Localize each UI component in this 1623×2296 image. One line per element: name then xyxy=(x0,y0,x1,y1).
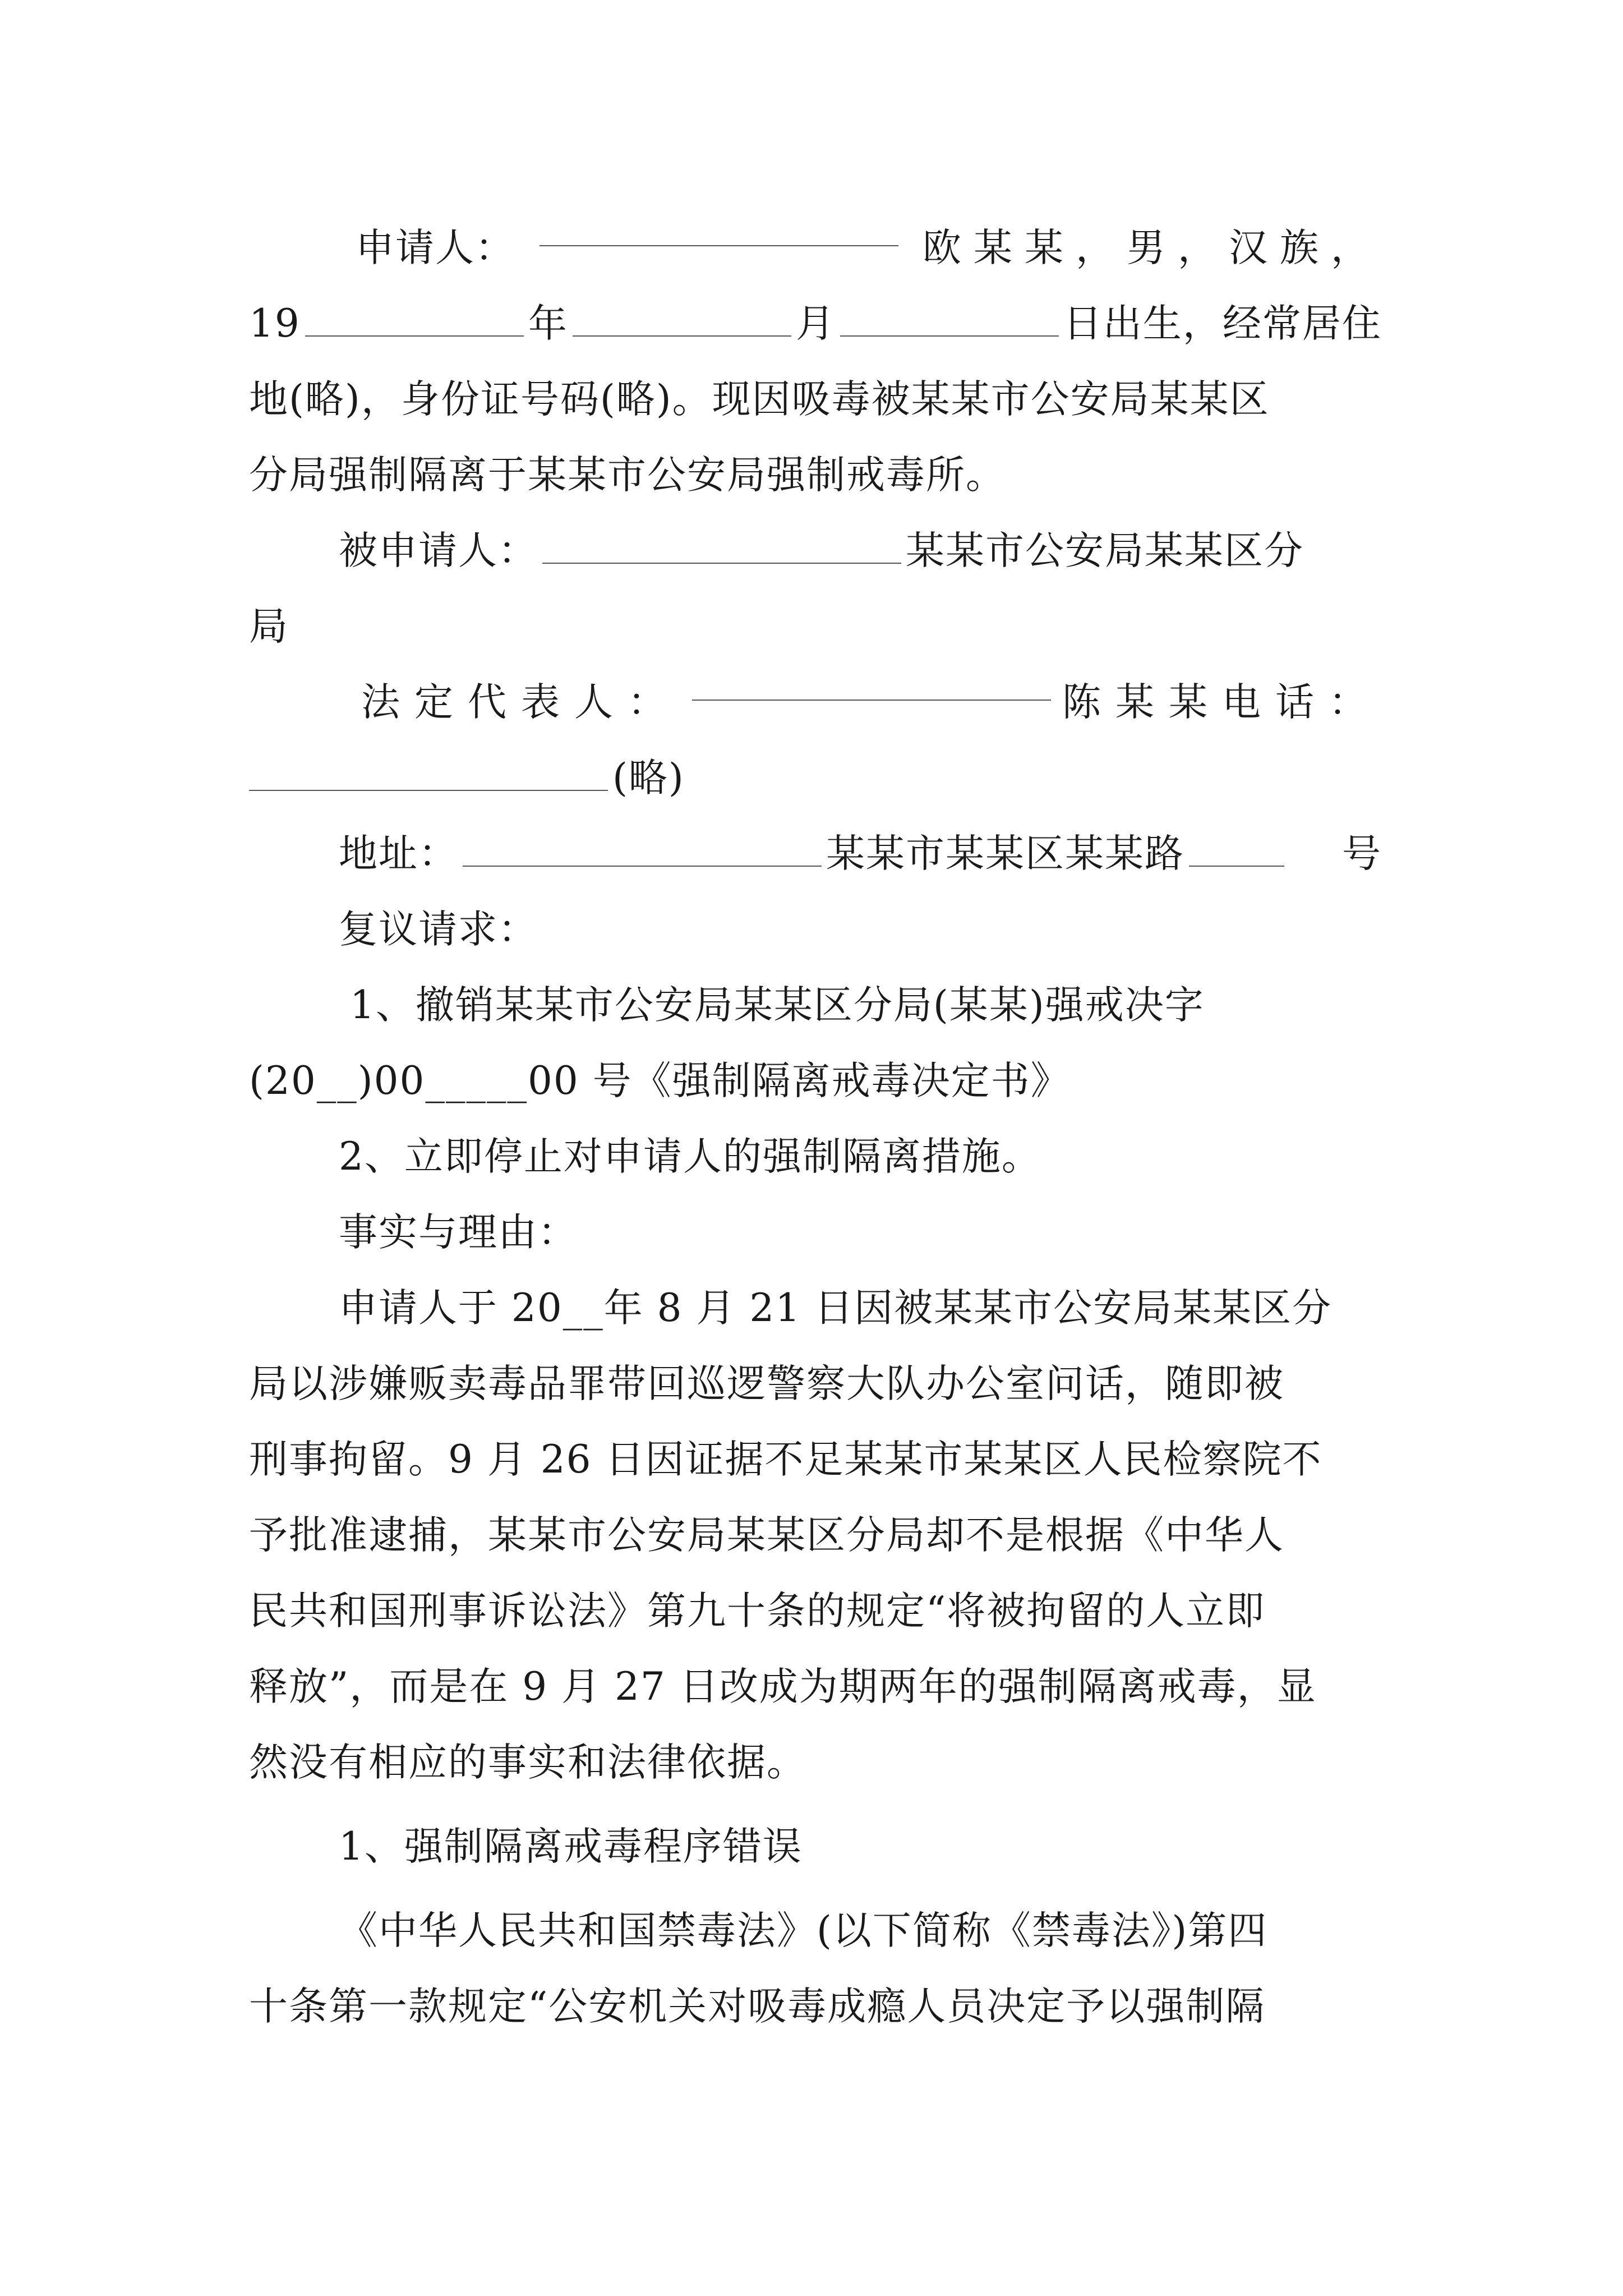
address-value: 某某市某某区某某路 xyxy=(826,831,1184,876)
request-item-1-wrap: (20__)00_____00 号《强制隔离戒毒决定书》 xyxy=(249,1059,1071,1103)
facts-line: 民共和国刑事诉讼法》第九十条的规定“将被拘留的人立即 xyxy=(249,1589,1266,1634)
facts-line: 刑事拘留。9 月 26 日因证据不足某某市某某区人民检察院不 xyxy=(249,1437,1322,1482)
address-suffix: 号 xyxy=(1342,831,1382,876)
blank-underline xyxy=(573,301,791,337)
respondent-name: 某某市公安局某某区分 xyxy=(906,528,1304,573)
blank-underline xyxy=(692,665,1051,701)
request-item-1: 1、撤销某某市公安局某某区分局(某某)强戒决字 xyxy=(350,983,1205,1028)
request-item-2: 2、立即停止对申请人的强制隔离措施。 xyxy=(339,1134,1041,1179)
request-heading: 复议请求： xyxy=(339,907,538,952)
address-line xyxy=(339,816,1382,892)
blank-underline xyxy=(542,528,901,564)
law-line: 《中华人民共和国禁毒法》(以下简称《禁毒法》)第四 xyxy=(339,1908,1268,1953)
address-label: 地址： xyxy=(339,831,458,876)
law-line: 十条第一款规定“公安机关对吸毒成瘾人员决定予以强制隔 xyxy=(249,1984,1266,2029)
legal-rep-line-1 xyxy=(361,665,1382,740)
blank-underline xyxy=(840,301,1059,337)
year-label: 年 xyxy=(528,301,568,346)
birth-year-prefix: 19 xyxy=(249,301,301,346)
facts-line: 予批准逮捕，某某市公安局某某区分局却不是根据《中华人 xyxy=(249,1513,1284,1558)
facts-line: 申请人于 20__年 8 月 21 日因被某某市公安局某某区分 xyxy=(339,1286,1332,1331)
applicant-line-4: 分局强制隔离于某某市公安局强制戒毒所。 xyxy=(249,453,1006,498)
birth-rest: 日出生，经常居住 xyxy=(1063,301,1382,346)
applicant-line-1 xyxy=(356,210,1382,286)
phone-value: (略) xyxy=(612,756,685,800)
blank-underline xyxy=(249,755,608,791)
facts-line: 释放”，而是在 9 月 27 日改成为期两年的强制隔离戒毒，显 xyxy=(249,1664,1317,1709)
applicant-desc: 欧某某，男，汉族， xyxy=(923,226,1382,270)
legal-rep-line-2 xyxy=(249,740,685,816)
legal-rep-label: 法定代表人： xyxy=(361,680,681,725)
facts-line: 然没有相应的事实和法律依据。 xyxy=(249,1740,806,1785)
respondent-label: 被申请人： xyxy=(339,528,538,573)
applicant-line-2 xyxy=(249,286,1382,362)
facts-line: 局以涉嫌贩卖毒品罪带回巡逻警察大队办公室问话，随即被 xyxy=(249,1361,1284,1406)
blank-underline xyxy=(1189,831,1284,867)
blank-underline xyxy=(540,210,898,246)
facts-heading: 事实与理由： xyxy=(339,1210,578,1255)
blank-underline xyxy=(305,301,524,337)
respondent-line-1 xyxy=(339,513,1304,589)
legal-rep-name-phone: 陈某某电话： xyxy=(1062,680,1382,725)
applicant-label: 申请人： xyxy=(356,226,515,270)
blank-underline xyxy=(463,831,822,867)
facts-point-1: 1、强制隔离戒毒程序错误 xyxy=(339,1824,803,1869)
respondent-line-2: 局 xyxy=(249,604,289,649)
month-label: 月 xyxy=(795,301,836,346)
applicant-line-3: 地(略)，身份证号码(略)。现因吸毒被某某市公安局某某区 xyxy=(249,377,1270,422)
